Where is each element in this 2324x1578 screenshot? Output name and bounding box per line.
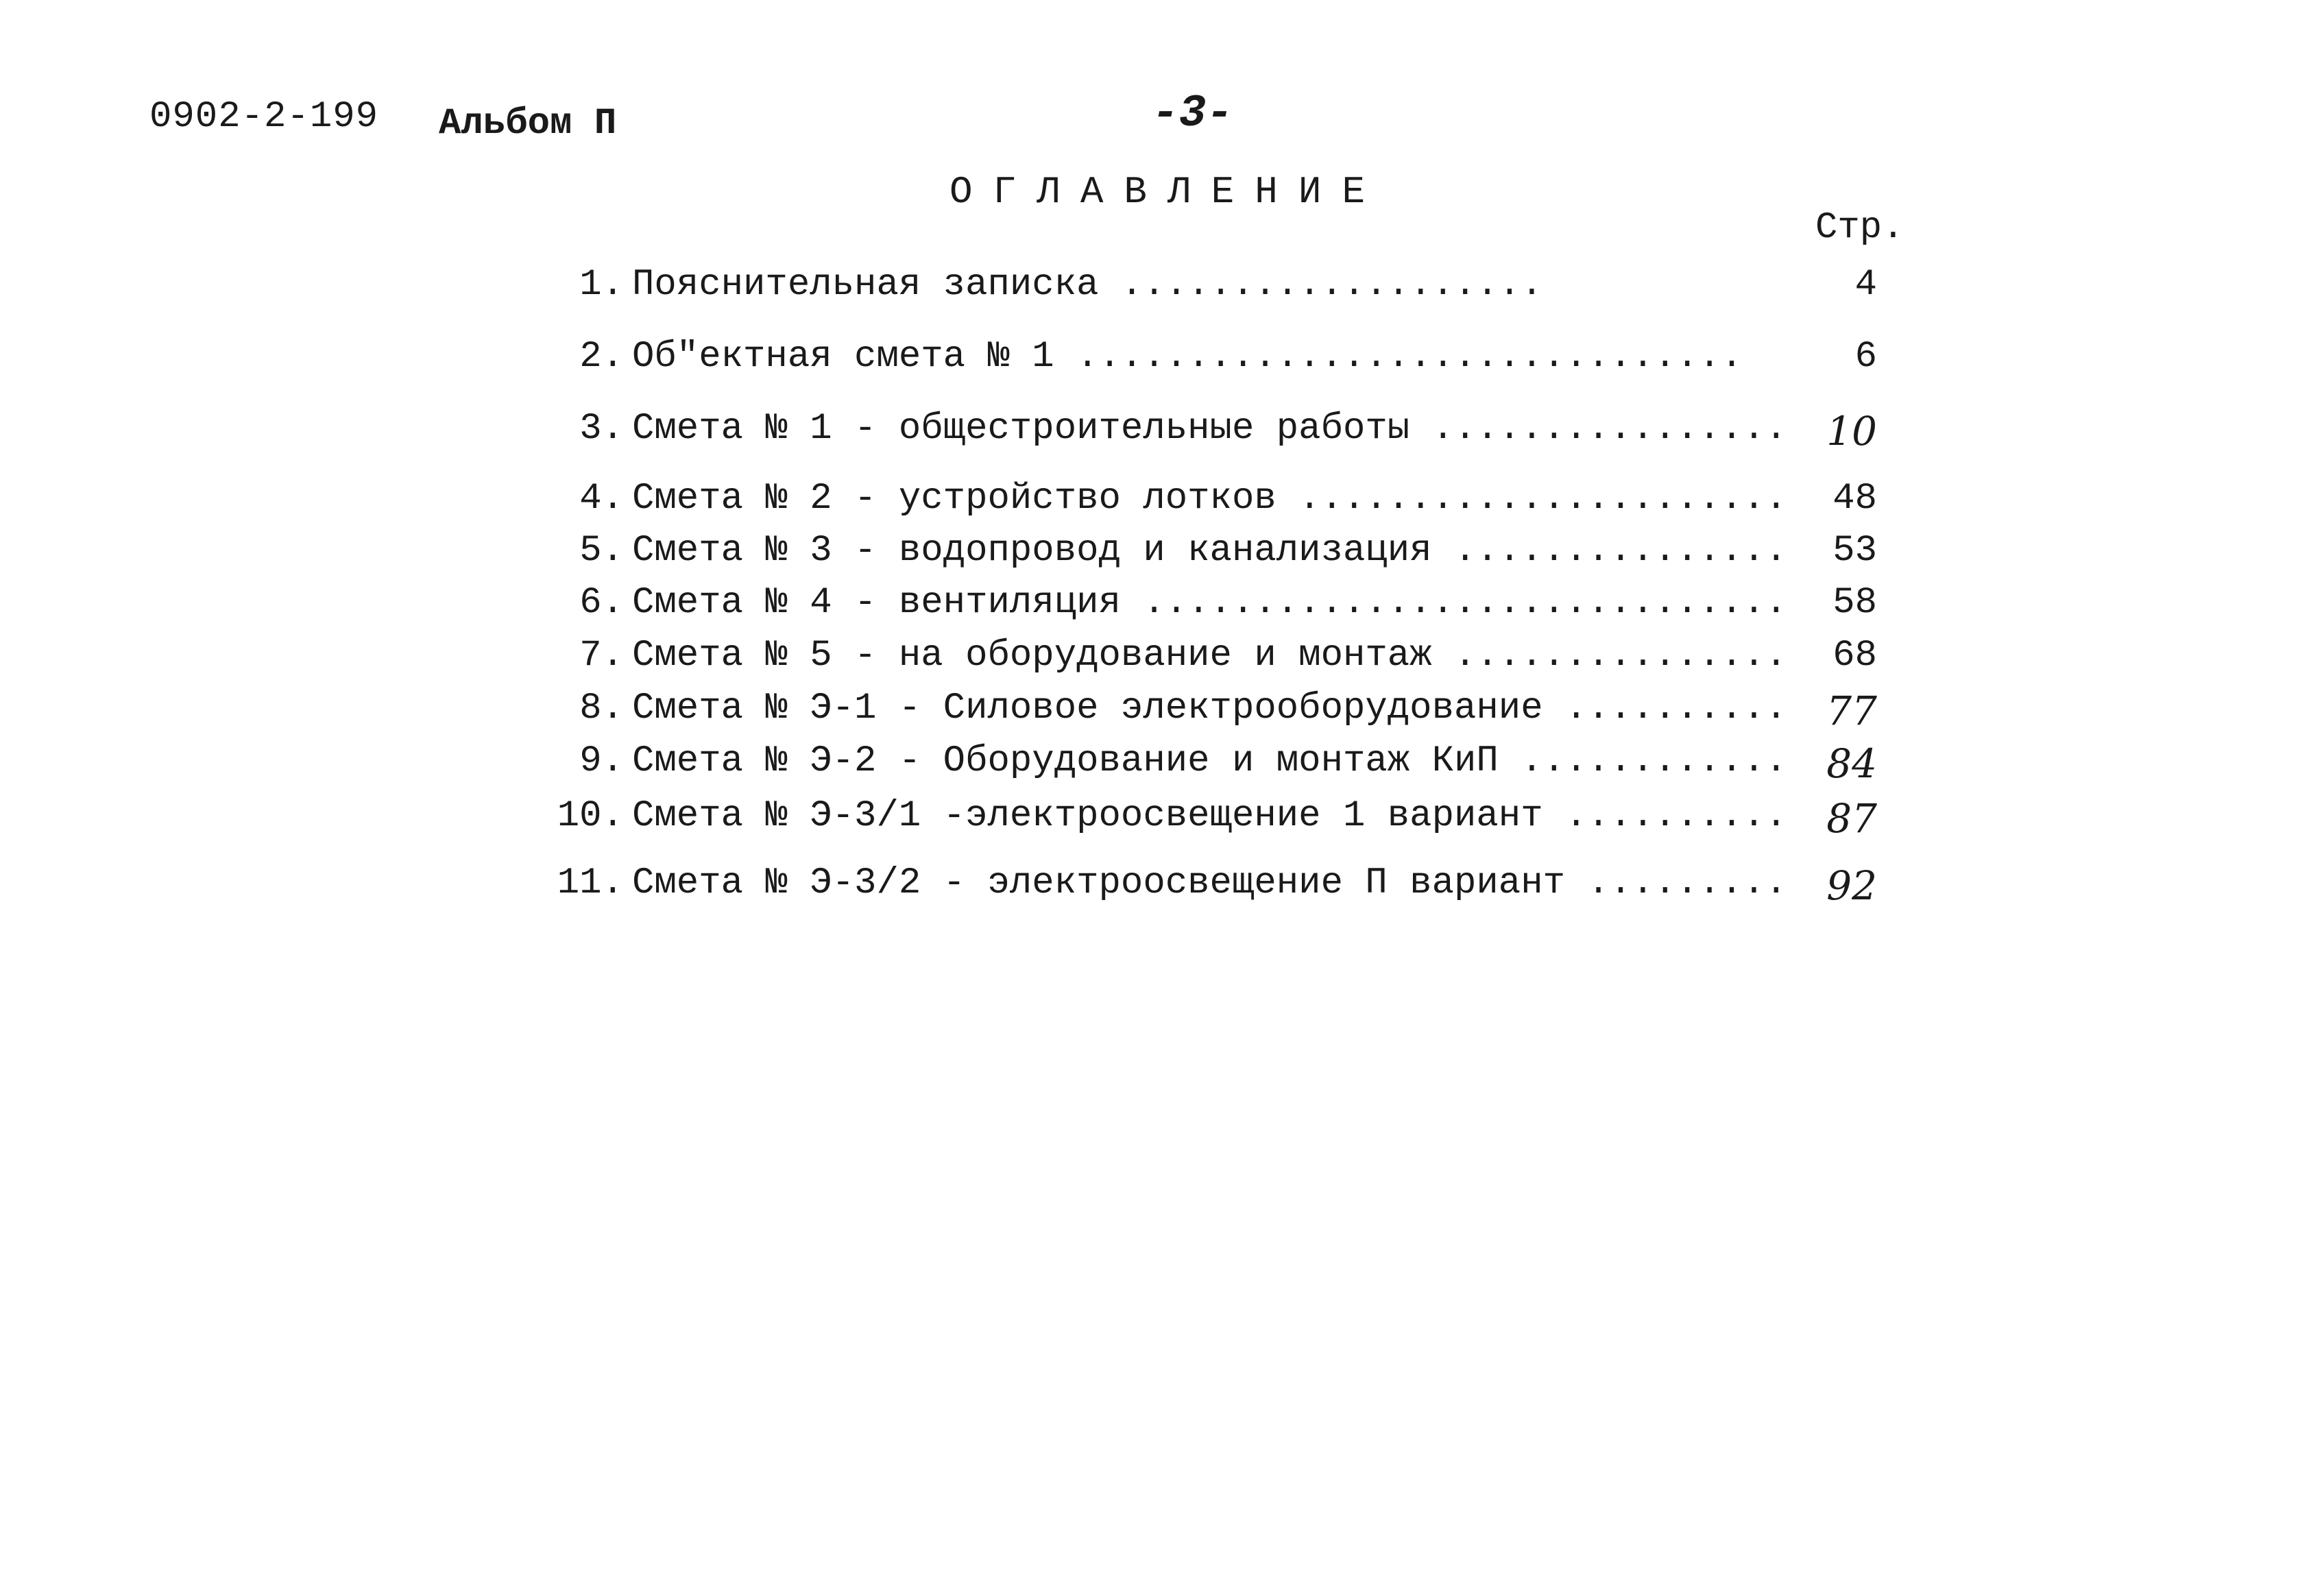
toc-entry <box>0 740 2324 788</box>
toc-entry <box>0 264 2324 312</box>
toc-entry-number: 7. <box>579 635 624 677</box>
toc-entry-label: Смета № 5 - на оборудование и монтаж ............... <box>632 635 1788 677</box>
toc-title: ОГЛАВЛЕНИЕ <box>949 170 1386 214</box>
toc-entry-number: 9. <box>579 740 624 782</box>
toc-entry-label: Смета № 3 - водопровод и канализация ............... <box>632 530 1788 572</box>
toc-entry <box>0 408 2324 456</box>
toc-entry-page: 53 <box>1832 530 1877 572</box>
toc-entry-page: 92 <box>1826 862 1877 909</box>
page-number: -3- <box>1152 88 1233 139</box>
document-code: 0902-2-199 <box>149 96 379 138</box>
toc-entry-number: 11. <box>557 862 624 904</box>
toc-entry-label: Смета № 1 - общестроительные работы ................ <box>632 408 1788 450</box>
toc-entry-number: 5. <box>579 530 624 572</box>
toc-entry-page: 58 <box>1832 582 1877 624</box>
toc-entry-label: Об"ектная смета № 1 .............................. <box>632 336 1743 378</box>
toc-entry <box>0 478 2324 526</box>
toc-entry-page: 4 <box>1854 264 1877 306</box>
toc-entry-number: 1. <box>579 264 624 306</box>
toc-entry-label: Смета № Э-2 - Оборудование и монтаж КиП ............ <box>632 740 1788 782</box>
toc-entry-number: 4. <box>579 478 624 520</box>
toc-entry-number: 8. <box>579 688 624 729</box>
toc-entry-label: Смета № Э-1 - Силовое электрооборудование .......... <box>632 688 1788 729</box>
toc-entry-label: Смета № Э-3/1 -электроосвещение 1 вариант .......... <box>632 795 1788 837</box>
toc-entry <box>0 795 2324 843</box>
toc-entry <box>0 336 2324 384</box>
toc-entry-label: Пояснительная записка ................... <box>632 264 1543 306</box>
toc-entry-page: 77 <box>1826 688 1877 734</box>
toc-entry-label: Смета № 2 - устройство лотков ...................... <box>632 478 1788 520</box>
toc-entry-page: 6 <box>1854 336 1877 378</box>
toc-entry-label: Смета № Э-3/2 - электроосвещение П вариант ......... <box>632 862 1788 904</box>
album-label: Альбом П <box>439 103 617 145</box>
toc-entry <box>0 688 2324 736</box>
toc-entry-label: Смета № 4 - вентиляция ............................. <box>632 582 1788 624</box>
toc-entry <box>0 635 2324 683</box>
toc-entry-page: 87 <box>1826 795 1877 842</box>
toc-entry-page: 48 <box>1832 478 1877 520</box>
toc-entry-number: 2. <box>579 336 624 378</box>
toc-entry <box>0 582 2324 630</box>
toc-entry <box>0 530 2324 578</box>
toc-entry-number: 3. <box>579 408 624 450</box>
toc-entry-page: 10 <box>1826 408 1877 454</box>
toc-entry-number: 6. <box>579 582 624 624</box>
toc-entry <box>0 862 2324 910</box>
toc-entry-page: 68 <box>1832 635 1877 677</box>
toc-entry-page: 84 <box>1826 740 1877 787</box>
page-column-header: Стр. <box>1815 207 1904 249</box>
toc-entry-number: 10. <box>557 795 624 837</box>
